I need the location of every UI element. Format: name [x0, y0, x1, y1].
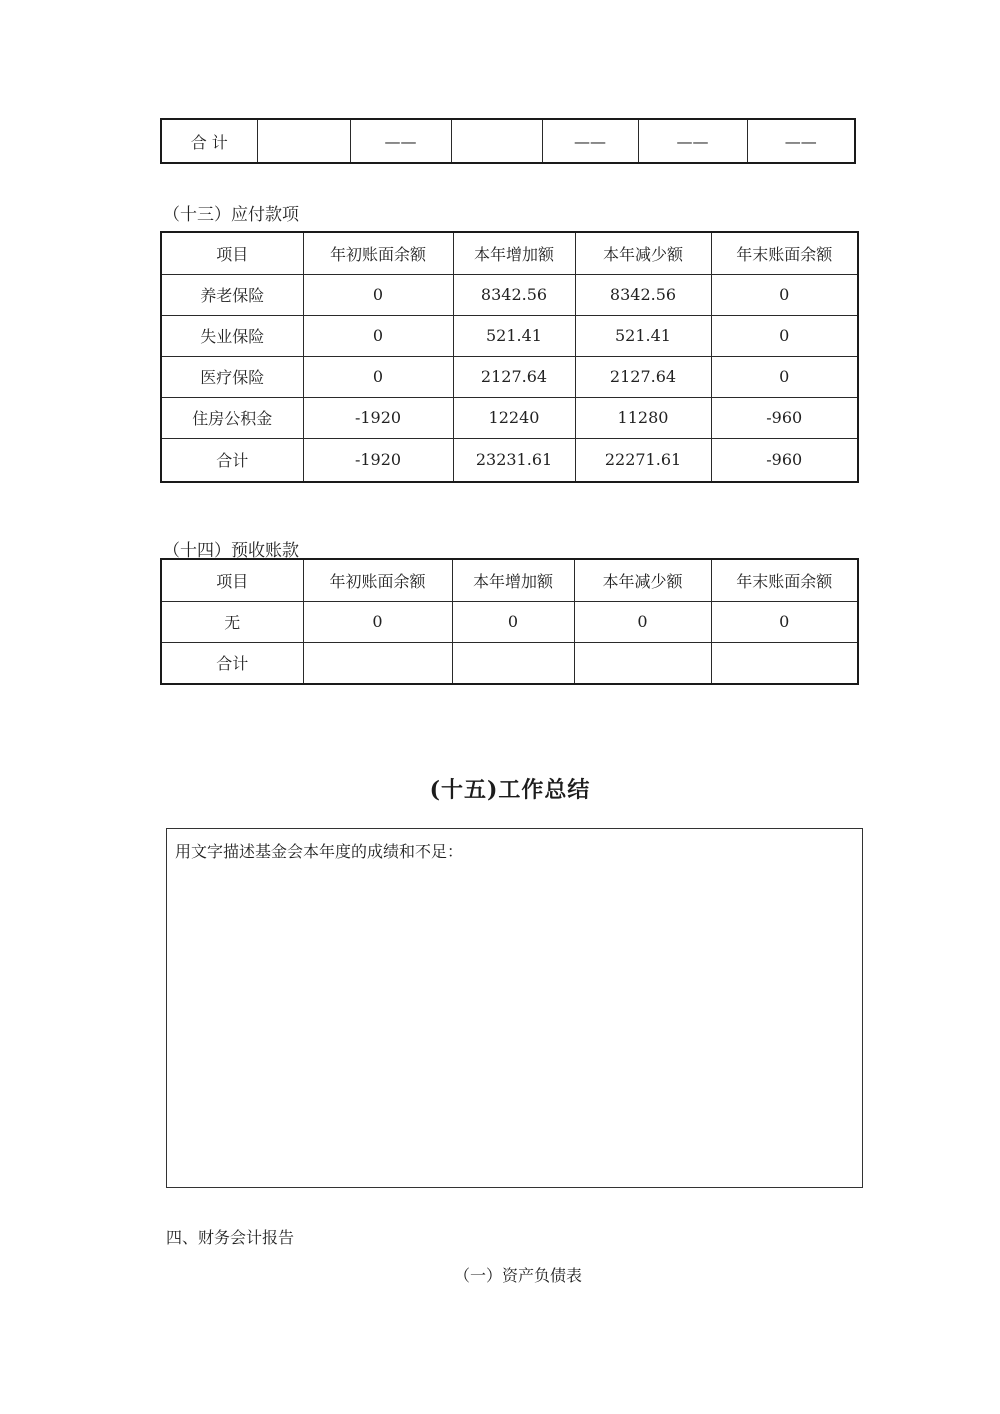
- header-cell: 年末账面余额: [711, 232, 858, 274]
- table-cell: -1920: [303, 397, 453, 438]
- table-cell: 0: [574, 601, 711, 642]
- table-cell: 8342.56: [453, 274, 575, 315]
- table-cell: 12240: [453, 397, 575, 438]
- table-cell: 22271.61: [575, 438, 711, 482]
- table-cell: 0: [711, 601, 858, 642]
- table-row: [161, 356, 858, 397]
- table-cell: 合计: [161, 642, 303, 684]
- previous-table-total-row: [160, 118, 856, 164]
- table-row: [161, 397, 858, 438]
- table-cell: 0: [303, 601, 452, 642]
- table-cell: -960: [711, 438, 858, 482]
- table-cell: [574, 642, 711, 684]
- table-cell: [711, 642, 858, 684]
- table-cell: 养老保险: [161, 274, 303, 315]
- table-cell: 住房公积金: [161, 397, 303, 438]
- table-cell: 失业保险: [161, 315, 303, 356]
- payables-section-title: （十三）应付款项: [163, 205, 299, 225]
- table-total-row: [161, 642, 858, 684]
- table-cell: 521.41: [453, 315, 575, 356]
- total-cell: ——: [638, 119, 747, 163]
- financial-report-heading: 四、财务会计报告: [166, 1228, 295, 1247]
- total-cell: ——: [542, 119, 638, 163]
- table-cell: 11280: [575, 397, 711, 438]
- table-cell: 2127.64: [575, 356, 711, 397]
- header-cell: 年末账面余额: [711, 559, 858, 601]
- table-row: [161, 315, 858, 356]
- table-cell: 0: [711, 274, 858, 315]
- table-cell: 合计: [161, 438, 303, 482]
- summary-title: (十五)工作总结: [429, 777, 591, 803]
- table-cell: 医疗保险: [161, 356, 303, 397]
- total-cell: [257, 119, 350, 163]
- table-cell: 521.41: [575, 315, 711, 356]
- table-cell: [452, 642, 574, 684]
- total-label-cell: 合 计: [161, 119, 257, 163]
- table-row: [161, 274, 858, 315]
- header-cell: 年初账面余额: [303, 232, 453, 274]
- payables-table: [160, 231, 859, 483]
- advances-section-title: （十四）预收账款: [163, 541, 299, 561]
- table-cell: 2127.64: [453, 356, 575, 397]
- table-cell: 0: [711, 356, 858, 397]
- header-cell: 本年增加额: [453, 232, 575, 274]
- table-cell: -960: [711, 397, 858, 438]
- table-total-row: [161, 438, 858, 482]
- table-cell: 0: [303, 274, 453, 315]
- header-cell: 项目: [161, 232, 303, 274]
- header-cell: 年初账面余额: [303, 559, 452, 601]
- table-header-row: [161, 559, 858, 601]
- table-cell: 8342.56: [575, 274, 711, 315]
- summary-box[interactable]: [166, 828, 863, 1188]
- balance-sheet-heading: （一）资产负债表: [453, 1266, 582, 1285]
- advances-table: [160, 558, 859, 685]
- total-cell: ——: [350, 119, 451, 163]
- header-cell: 项目: [161, 559, 303, 601]
- table-cell: 0: [452, 601, 574, 642]
- table-cell: 0: [711, 315, 858, 356]
- header-cell: 本年减少额: [575, 232, 711, 274]
- table-cell: 23231.61: [453, 438, 575, 482]
- table-cell: 0: [303, 315, 453, 356]
- total-cell: ——: [747, 119, 855, 163]
- table-cell: [303, 642, 452, 684]
- header-cell: 本年增加额: [452, 559, 574, 601]
- table-cell: -1920: [303, 438, 453, 482]
- header-cell: 本年减少额: [574, 559, 711, 601]
- table-row: [161, 601, 858, 642]
- total-cell: [451, 119, 542, 163]
- table-header-row: [161, 232, 858, 274]
- summary-prompt: 用文字描述基金会本年度的成绩和不足：: [175, 842, 464, 861]
- table-cell: 0: [303, 356, 453, 397]
- table-cell: 无: [161, 601, 303, 642]
